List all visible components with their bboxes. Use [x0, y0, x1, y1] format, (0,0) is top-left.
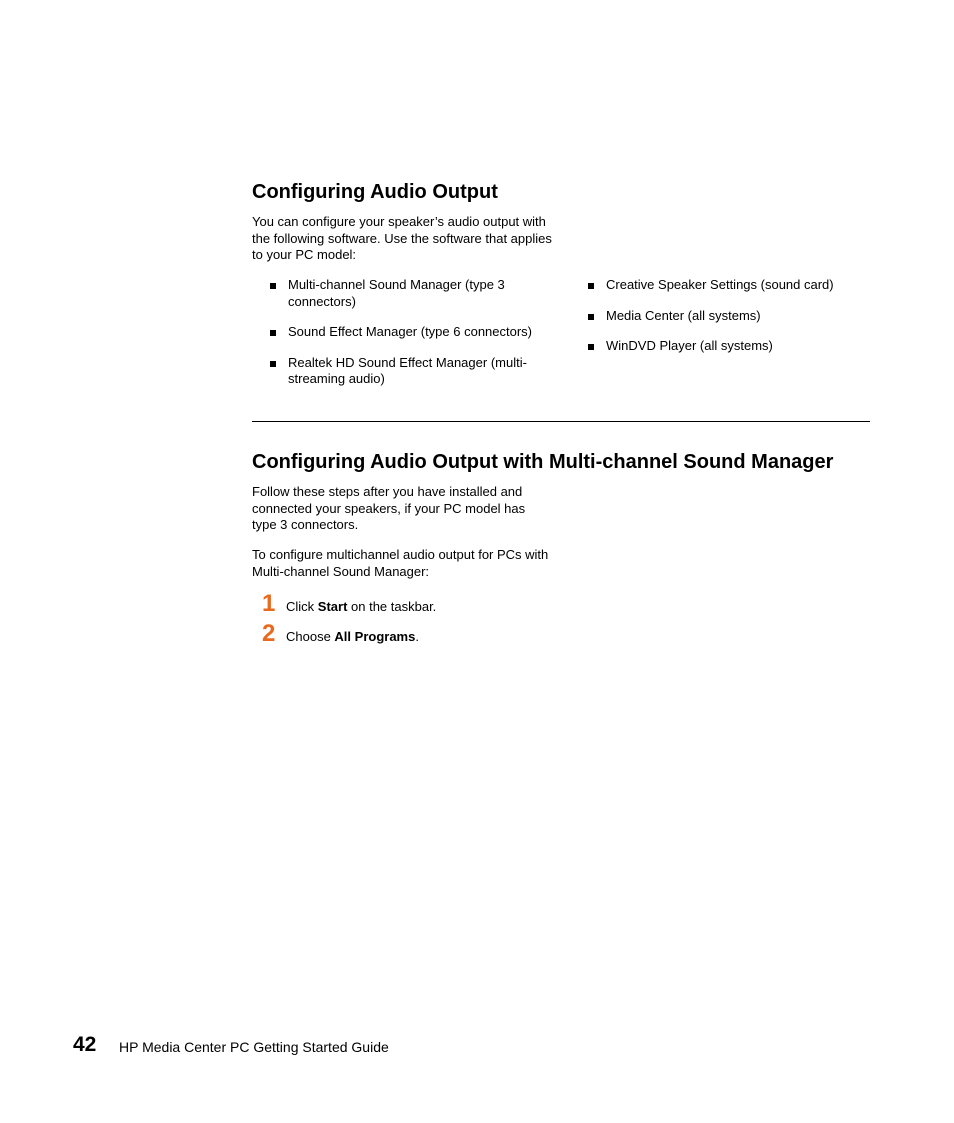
list-item-label: Sound Effect Manager (type 6 connectors)	[288, 324, 533, 340]
intro-paragraph: You can configure your speaker’s audio output with the following software. Use the software that applies to your PC model:	[252, 214, 552, 263]
list-item	[588, 277, 868, 294]
square-bullet-icon	[588, 344, 594, 350]
square-bullet-icon	[270, 361, 276, 367]
section-divider	[252, 421, 870, 422]
list-item-label: Realtek HD Sound Effect Manager (multi-streaming audio)	[288, 354, 527, 387]
software-list-left	[270, 277, 540, 402]
square-bullet-icon	[588, 283, 594, 289]
list-item-label: Multi-channel Sound Manager (type 3 connectors)	[288, 277, 505, 309]
square-bullet-icon	[270, 283, 276, 289]
list-item	[588, 308, 868, 325]
guide-title: HP Media Center PC Getting Started Guide	[119, 1039, 389, 1055]
steps-intro-paragraph: Follow these steps after you have installed and connected your speakers, if your PC model has type 3 connectors.	[252, 484, 526, 533]
step-1	[262, 590, 562, 616]
list-item	[270, 277, 540, 310]
list-item-label: Media Center (all systems)	[606, 307, 761, 323]
square-bullet-icon	[270, 330, 276, 336]
list-item	[270, 324, 540, 341]
list-item	[588, 338, 868, 355]
step-2	[262, 620, 562, 646]
list-item	[270, 355, 540, 388]
section-heading-audio-output: Configuring Audio Output	[252, 181, 498, 203]
software-list-right	[588, 277, 868, 369]
ui-term: Start	[317, 599, 348, 614]
step-number: 1	[262, 590, 276, 617]
step-number: 2	[262, 620, 276, 647]
configure-paragraph: To configure multichannel audio output for PCs with Multi-channel Sound Manager:	[252, 547, 549, 579]
list-item-label: Creative Speaker Settings (sound card)	[606, 277, 834, 292]
list-item-label: WinDVD Player (all systems)	[606, 338, 773, 354]
ui-term: All Programs	[334, 629, 416, 644]
section-heading-multichannel: Configuring Audio Output with Multi-channel Sound Manager	[252, 451, 834, 473]
square-bullet-icon	[588, 314, 594, 320]
page-number: 42	[73, 1033, 97, 1056]
step-text: Choose All Programs.	[286, 629, 419, 644]
step-text: Click Start on the taskbar.	[286, 599, 437, 614]
